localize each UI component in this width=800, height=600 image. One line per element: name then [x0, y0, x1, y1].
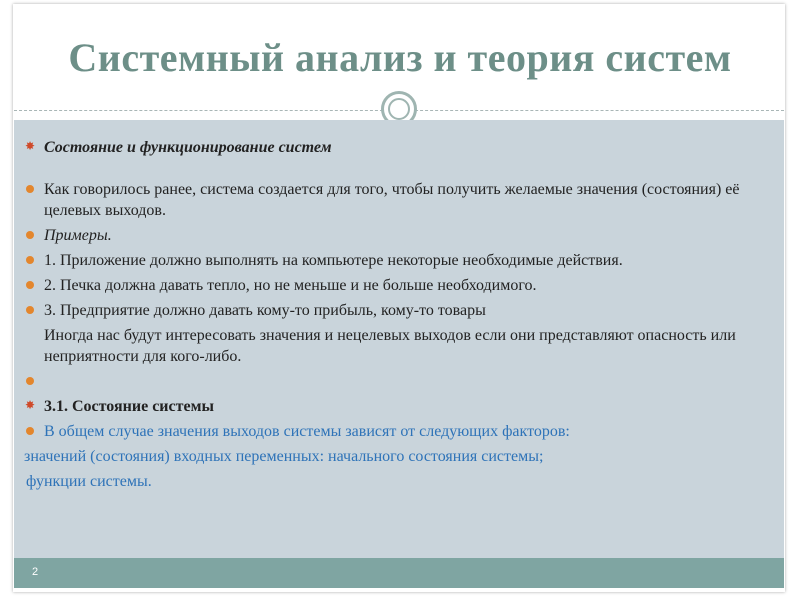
list-item	[44, 275, 744, 296]
paragraph: 1. Приложение должно выполнять на компьютере некоторые необходимые действия.	[44, 252, 623, 269]
dot-bullet-icon	[26, 427, 34, 435]
paragraph: Иногда нас будут интересовать значения и нецелевых выходов если они представляют опасность или неприятности для кого-либо.	[44, 327, 736, 365]
page-number: 2	[32, 566, 39, 578]
dot-bullet-icon	[26, 256, 34, 264]
dot-bullet-icon	[26, 377, 34, 385]
paragraph: 3. Предприятие должно давать кому-то прибыль, кому-то товары	[44, 302, 486, 319]
list-item	[44, 225, 744, 246]
paragraph: Примеры.	[44, 227, 112, 244]
dot-bullet-icon	[26, 281, 34, 289]
paragraph: функции системы.	[26, 473, 152, 490]
star-bullet-icon	[25, 141, 35, 151]
dot-bullet-icon	[26, 185, 34, 193]
paragraph: значений (состояния) входных переменных: начального состояния системы;	[24, 448, 544, 465]
list-item	[26, 471, 744, 492]
paragraph: 2. Печка должна давать тепло, но не меньше и не больше необходимого.	[44, 277, 537, 294]
star-bullet-icon	[25, 400, 35, 410]
list-item	[44, 179, 744, 221]
section-heading: Состояние и функционирование систем	[44, 139, 332, 156]
slide-footer	[14, 558, 784, 588]
list-item	[44, 371, 744, 392]
slide-body	[24, 137, 744, 492]
dot-bullet-icon	[26, 306, 34, 314]
list-item	[44, 137, 744, 158]
section-heading: 3.1. Состояние системы	[44, 398, 214, 415]
dot-bullet-icon	[26, 231, 34, 239]
list-item	[44, 300, 744, 321]
paragraph: В общем случае значения выходов системы зависят от следующих факторов:	[44, 423, 570, 440]
list-item	[44, 396, 744, 417]
slide-title: Системный анализ и теория систем	[68, 35, 732, 80]
list-item	[44, 250, 744, 271]
list-item	[44, 421, 744, 442]
list-item	[24, 446, 744, 467]
list-item	[44, 325, 744, 367]
paragraph: Как говорилось ранее, система создается для того, чтобы получить желаемые значения (состояния) её целевых выходов.	[44, 181, 740, 219]
